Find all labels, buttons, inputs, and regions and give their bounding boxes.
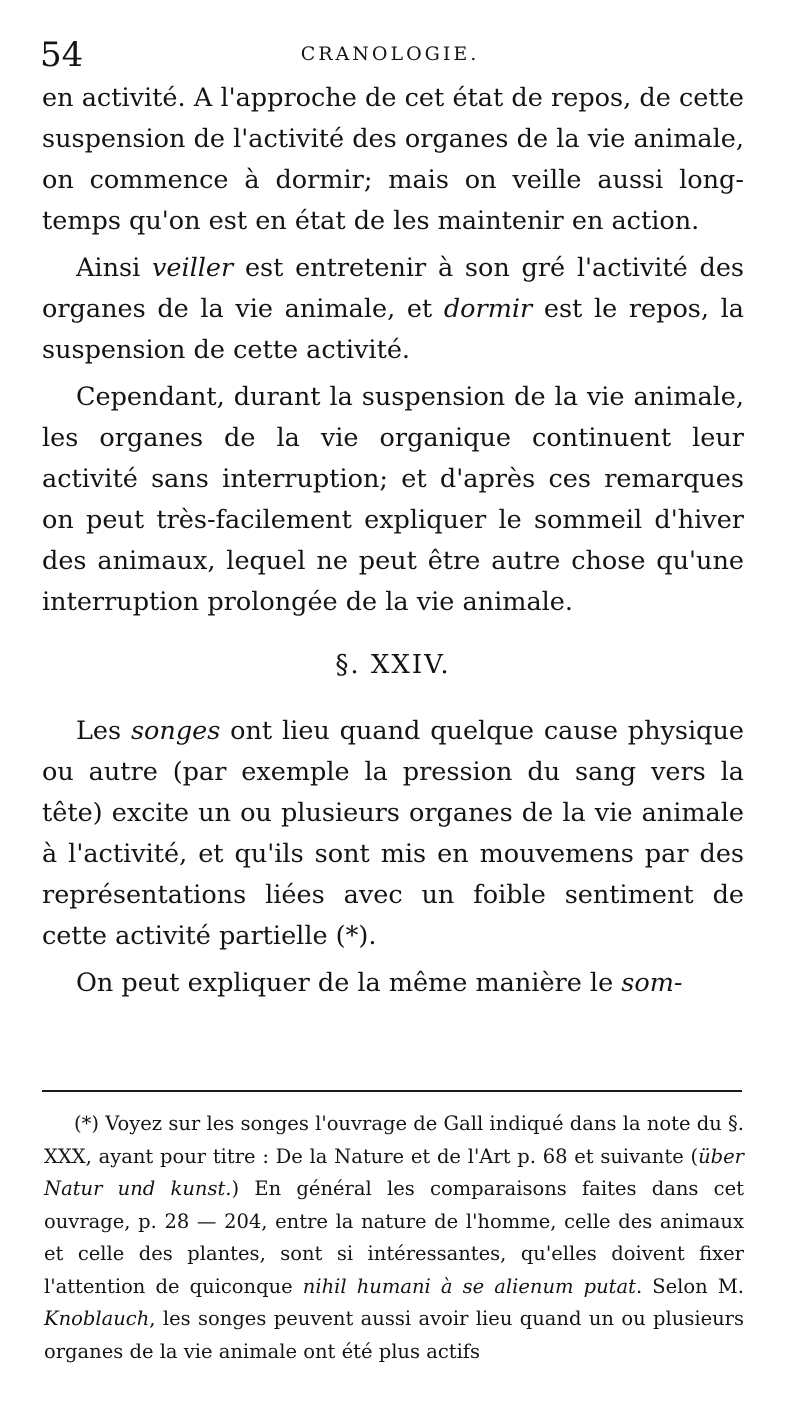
italic-title: über Natur und kunst. bbox=[44, 1144, 744, 1200]
footnote bbox=[44, 1108, 744, 1368]
text-run: , les songes peuvent aussi avoir lieu quand un ou plusieurs organes de la vie animale ont été plus actifs bbox=[44, 1307, 744, 1363]
page-number: 54 bbox=[40, 35, 84, 75]
paragraph-cependant bbox=[42, 377, 744, 623]
running-title: CRANOLOGIE. bbox=[300, 43, 480, 65]
paragraph-continued bbox=[42, 78, 744, 242]
text-run: On peut expliquer de la même manière le bbox=[76, 968, 622, 998]
text-run: (*) Voyez sur les songes l'ouvrage de Gall indiqué dans la note du §. XXX, ayant pour titre : De la Nature et de l'Art p. 68 et suivante ( bbox=[44, 1112, 744, 1168]
paragraph-veiller-dormir bbox=[42, 248, 744, 371]
footnote-rule bbox=[42, 1090, 742, 1092]
italic-term-veiller: veiller bbox=[151, 253, 234, 283]
italic-quote: nihil humani à se alienum putat. bbox=[302, 1274, 643, 1298]
text-run: est entretenir à son gré l'activité des organes de la vie animale, et bbox=[42, 253, 745, 324]
paragraph-text: Cependant, durant la suspension de la vie animale, les organes de la vie organique continuent leur activité sans interruption; et d'après ces remarques on peut très-facilement expliquer le sommeil d'hiver des animaux, lequel ne peut être autre chose qu'une interruption prolongée de la vie animale. bbox=[42, 382, 744, 617]
paragraph-on-peut bbox=[42, 963, 744, 1004]
paragraph-text: en activité. A l'approche de cet état de repos, de cette suspension de l'activité des organes de la vie animale, on commence à dormir; mais on veille aussi long-temps qu'on est en état de les maintenir en action. bbox=[42, 83, 744, 236]
text-run: Selon M. bbox=[642, 1274, 744, 1298]
text-run: Les bbox=[76, 716, 131, 746]
italic-term-som: som- bbox=[621, 968, 683, 998]
text-run: ont lieu quand quelque cause physique ou autre (par exemple la pression du sang vers la tête) excite un ou plusieurs organes de la vie animale à l'activité, et qu'ils sont mis en mouvemens par des représentations liées avec un foible sentiment de cette activité partielle (*). bbox=[42, 716, 745, 951]
section-heading: §. XXIV. bbox=[335, 650, 451, 680]
paragraph-songes bbox=[42, 711, 744, 957]
text-run: ) En général les comparaisons faites dans cet ouvrage, p. 28 — 204, entre la nature de l'homme, celle des animaux et celle des plantes, sont si intéressantes, qu'elles doivent fixer l'attention de quiconque bbox=[44, 1177, 744, 1298]
italic-term-songes: songes bbox=[130, 716, 221, 746]
running-head bbox=[40, 30, 740, 80]
italic-name: Knoblauch bbox=[44, 1307, 150, 1330]
text-run: Ainsi bbox=[76, 253, 152, 283]
main-text bbox=[42, 78, 744, 1010]
footnote-paragraph bbox=[44, 1108, 744, 1368]
text-run: est le repos, la suspension de cette activité. bbox=[42, 294, 744, 365]
italic-term-dormir: dormir bbox=[443, 294, 533, 324]
